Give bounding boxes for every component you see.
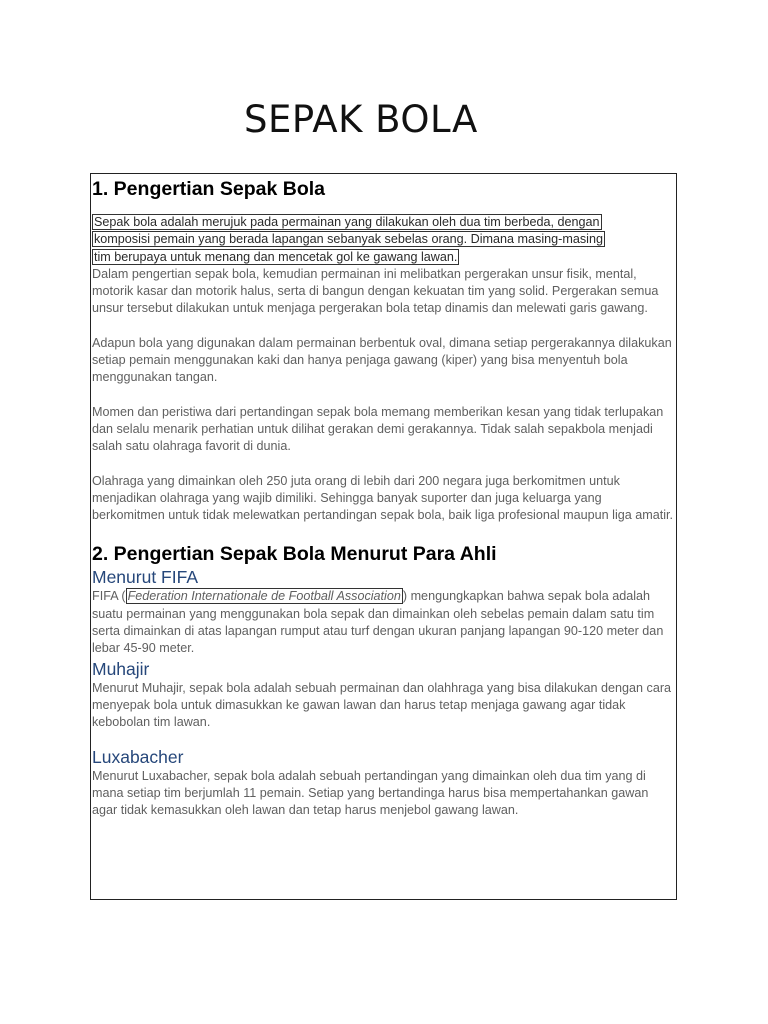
- highlighted-line: tim berupaya untuk menang dan mencetak gol ke gawang lawan.: [94, 249, 458, 264]
- document-title: SEPAK BOLA: [244, 98, 478, 141]
- section-heading-para-ahli: 2. Pengertian Sepak Bola Menurut Para Ahli: [92, 543, 497, 566]
- content-frame: [90, 173, 677, 900]
- highlighted-line: Sepak bola adalah merujuk pada permainan yang dilakukan oleh dua tim berbeda, dengan: [94, 215, 600, 229]
- luxabacher-paragraph: Menurut Luxabacher, sepak bola adalah sebuah pertandingan yang dimainkan oleh dua tim yang di mana setiap tim berjumlah 11 pemain. Setiap yang bertandinga harus bisa mempertahankan gawan agar tidak kemasukkan oleh lawan dan tetap harus menjebol gawang lawan.: [92, 768, 649, 818]
- intro-paragraph: [92, 214, 674, 266]
- highlighted-line: komposisi pemain yang berada lapangan sebanyak sebelas orang. Dimana masing-masing: [94, 232, 603, 247]
- fifa-paragraph: [92, 588, 674, 657]
- subheading-fifa: Menurut FIFA: [92, 567, 199, 588]
- muhajir-paragraph: Menurut Muhajir, sepak bola adalah sebuah permainan dan olahhraga yang bisa dilakukan dengan cara menyepak bola untuk dimasukkan ke gawan lawan dan harus tetap menjaga gawang agar tidak kebobolan tim lawan.: [92, 680, 672, 730]
- body-paragraph: Adapun bola yang digunakan dalam permainan berbentuk oval, dimana setiap pergerakannya dilakukan setiap pemain menggunakan kaki dan hanya penjaga gawang (kiper) yang bisa menyentuh bola menggunakan tangan.: [92, 335, 672, 385]
- fifa-suffix: ) mengungkapkan bahwa sepak bola adalah suatu permainan yang menggunakan bola sepak dan dimainkan oleh sebelas pemain dalam satu tim serta dimainkan di atas lapangan rumput atau turf dengan ukuran panjang lapangan 90-120 meter dan lebar 45-90 meter.: [92, 589, 664, 656]
- body-paragraph: Olahraga yang dimainkan oleh 250 juta orang di lebih dari 200 negara juga berkomitmen untuk menjadikan olahraga yang wajib dimiliki. Sehingga banyak suporter dan juga keluarga yang berkomitmen untuk tidak melewatkan pertandingan sepak bola, baik liga profesional maupun liga amatir.: [92, 473, 674, 523]
- subheading-muhajir: Muhajir: [92, 658, 150, 679]
- subheading-luxabacher: Luxabacher: [92, 746, 184, 767]
- fifa-prefix: FIFA (: [92, 589, 126, 604]
- fifa-term-highlight: Federation Internationale de Football Association: [127, 589, 401, 604]
- body-paragraph: Dalam pengertian sepak bola, kemudian permainan ini melibatkan pergerakan unsur fisik, mental, motorik kasar dan motorik halus, serta di bangun dengan kekuatan tim yang solid. Pergerakan semua unsur tersebut dilakukan untuk menjaga pergerakan bola tetap dinamis dan melewati garis gawang.: [92, 266, 659, 316]
- body-paragraph: Momen dan peristiwa dari pertandingan sepak bola memang memberikan kesan yang tidak terlupakan dan selalu menarik perhatian untuk dilihat gerakan demi gerakannya. Tidak salah sepakbola menjadi salah satu olahraga favorit di dunia.: [92, 404, 664, 454]
- section-heading-pengertian: 1. Pengertian Sepak Bola: [92, 178, 326, 200]
